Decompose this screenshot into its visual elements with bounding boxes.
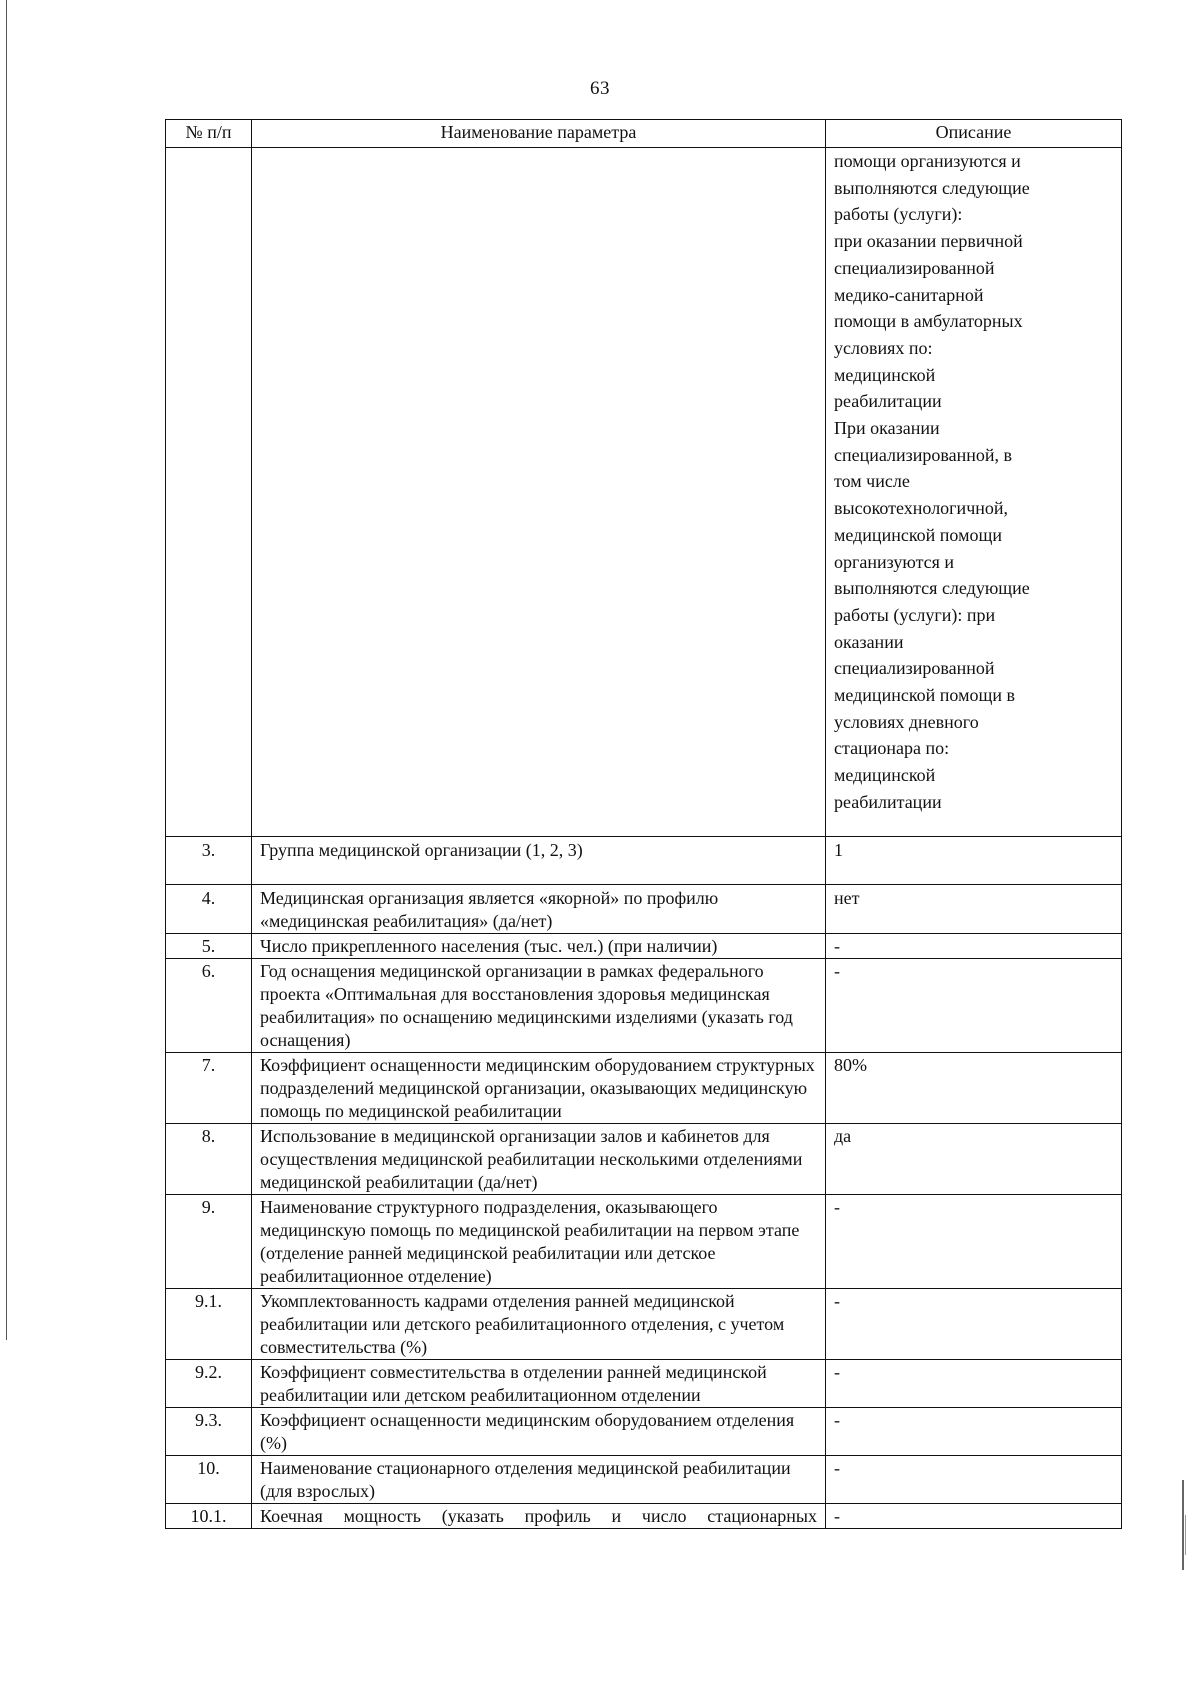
desc-line: условиях по: xyxy=(834,337,933,358)
desc-line: оказании xyxy=(834,631,904,652)
scan-edge-right-secondary xyxy=(1185,1515,1186,1555)
desc-line: При оказании xyxy=(834,418,940,439)
cell-name xyxy=(252,148,826,837)
table-row xyxy=(166,1124,1122,1195)
desc-line: медицинской xyxy=(834,765,936,786)
parameters-table xyxy=(165,119,1122,1529)
cell-name: Укомплектованность кадрами отделения ранней медицинской реабилитации или детского реабилитационного отделения, с учетом совместительства (%) xyxy=(252,1289,826,1360)
cell-name: Число прикрепленного населения (тыс. чел.) (при наличии) xyxy=(252,934,826,959)
desc-line: медицинской помощи xyxy=(834,524,1002,545)
cell-name: Наименование стационарного отделения медицинской реабилитации (для взрослых) xyxy=(252,1456,826,1504)
desc-line: реабилитации xyxy=(834,791,942,812)
header-desc: Описание xyxy=(826,120,1122,148)
desc-line: специализированной, в xyxy=(834,444,1013,465)
cell-name: Год оснащения медицинской организации в рамках федерального проекта «Оптимальная для восстановления здоровья медицинская реабилитация» по оснащению медицинскими изделиями (указать год оснащения) xyxy=(252,959,826,1053)
cell-num: 9.1. xyxy=(166,1289,252,1360)
table-row xyxy=(166,1360,1122,1408)
cell-name: Коечная мощность (указать профиль и число стационарных xyxy=(252,1504,826,1529)
scan-edge-left xyxy=(6,0,7,1340)
desc-line: высокотехнологичной, xyxy=(834,498,1009,519)
page-number: 63 xyxy=(590,78,610,99)
cell-desc: - xyxy=(826,1360,1122,1408)
cell-num: 8. xyxy=(166,1124,252,1195)
cell-desc: 1 xyxy=(826,837,1122,885)
table-row xyxy=(166,1456,1122,1504)
table-row xyxy=(166,1408,1122,1456)
cell-num xyxy=(166,148,252,837)
table-row xyxy=(166,959,1122,1053)
desc-line: помощи в амбулаторных xyxy=(834,311,1023,332)
cell-name: Группа медицинской организации (1, 2, 3) xyxy=(252,837,826,885)
table-row xyxy=(166,1195,1122,1289)
table-row xyxy=(166,934,1122,959)
cell-name: Медицинская организация является «якорной» по профилю «медицинская реабилитация» (да/нет) xyxy=(252,885,826,934)
table-row xyxy=(166,885,1122,934)
cell-desc: да xyxy=(826,1124,1122,1195)
desc-line: специализированной xyxy=(834,257,995,278)
cell-name: Использование в медицинской организации залов и кабинетов для осуществления медицинской реабилитации несколькими отделениями медицинской реабилитации (да/нет) xyxy=(252,1124,826,1195)
desc-line: медицинской xyxy=(834,364,936,385)
desc-line: медико-санитарной xyxy=(834,284,984,305)
desc-line: организуются и xyxy=(834,551,955,572)
cell-name: Коэффициент оснащенности медицинским оборудованием отделения (%) xyxy=(252,1408,826,1456)
cell-desc: - xyxy=(826,1195,1122,1289)
desc-line: помощи организуются и xyxy=(834,151,1021,171)
cell-desc: - xyxy=(826,1408,1122,1456)
header-num: № п/п xyxy=(166,120,252,148)
cell-desc: - xyxy=(826,959,1122,1053)
cell-desc: - xyxy=(826,1504,1122,1529)
desc-line: выполняются следующие xyxy=(834,177,1030,198)
cell-desc: - xyxy=(826,1289,1122,1360)
desc-line: выполняются следующие xyxy=(834,578,1030,599)
cell-num: 4. xyxy=(166,885,252,934)
table-row-continuation xyxy=(166,148,1122,837)
cell-num: 3. xyxy=(166,837,252,885)
cell-num: 9. xyxy=(166,1195,252,1289)
cell-num: 9.2. xyxy=(166,1360,252,1408)
desc-line: медицинской помощи в xyxy=(834,685,1015,706)
cell-num: 5. xyxy=(166,934,252,959)
table-row xyxy=(166,1289,1122,1360)
cell-num: 10. xyxy=(166,1456,252,1504)
cell-name: Наименование структурного подразделения, оказывающего медицинскую помощь по медицинской реабилитации на первом этапе (отделение ранней медицинской реабилитации или детское реабилитационное отделение) xyxy=(252,1195,826,1289)
cell-desc: нет xyxy=(826,885,1122,934)
cell-desc-continuation xyxy=(826,148,1122,837)
cell-num: 10.1. xyxy=(166,1504,252,1529)
scan-edge-right xyxy=(1182,1480,1184,1570)
table-header-row xyxy=(166,120,1122,148)
desc-line: условиях дневного xyxy=(834,711,979,732)
cell-desc: - xyxy=(826,934,1122,959)
table-row xyxy=(166,1504,1122,1529)
desc-line: том числе xyxy=(834,471,910,492)
cell-num: 9.3. xyxy=(166,1408,252,1456)
cell-name: Коэффициент совместительства в отделении ранней медицинской реабилитации или детском реабилитационном отделении xyxy=(252,1360,826,1408)
cell-name: Коэффициент оснащенности медицинским оборудованием структурных подразделений медицинской организации, оказывающих медицинскую помощь по медицинской реабилитации xyxy=(252,1053,826,1124)
table-row xyxy=(166,1053,1122,1124)
desc-line: при оказании первичной xyxy=(834,231,1023,252)
desc-line: реабилитации xyxy=(834,391,942,412)
desc-line: работы (услуги): xyxy=(834,204,963,225)
desc-line: специализированной xyxy=(834,658,995,679)
cell-num: 6. xyxy=(166,959,252,1053)
table-row xyxy=(166,837,1122,885)
cell-num: 7. xyxy=(166,1053,252,1124)
header-name: Наименование параметра xyxy=(252,120,826,148)
desc-line: стационара по: xyxy=(834,738,950,759)
cell-desc: 80% xyxy=(826,1053,1122,1124)
cell-desc: - xyxy=(826,1456,1122,1504)
desc-line: работы (услуги): при xyxy=(834,604,996,625)
